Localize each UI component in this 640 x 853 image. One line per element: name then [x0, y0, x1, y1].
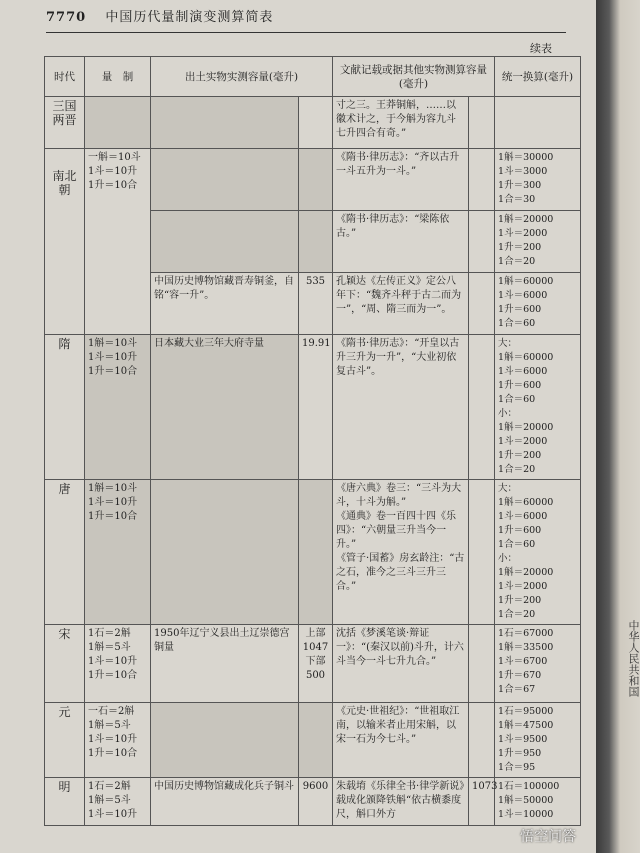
unified-cell: 1斛＝30000 1斗＝3000 1升＝300 1合＝30 — [495, 149, 581, 211]
measure-table — [44, 56, 581, 826]
doc-cell: 《隋书·律历志》：“开皇以古升三升为一升”，“大业初依复古斗”。 — [333, 335, 469, 480]
doc-cell: 《隋书·律历志》：“梁陈依古。” — [333, 211, 469, 273]
col-system: 量 制 — [85, 57, 151, 97]
doc-cell: 《隋书·律历志》：“齐以古升一斗五升为一斗。” — [333, 149, 469, 211]
doc-ml-cell — [469, 335, 495, 480]
doc-cell: 孔颖达《左传正义》定公八年下：“魏齐斗秤于古二而为一”，“周、隋三而为一”。 — [333, 273, 469, 335]
doc-cell: 《唐六典》卷三：“三斗为大斗，十斗为斛。” 《通典》卷一百四十四《乐四》：“六朝量三升当今一升。” 《管子·国蓄》房玄龄注：“古之石，准今之三斗三升三合。” — [333, 480, 469, 625]
artifact-cell — [151, 149, 299, 211]
header-row — [45, 57, 581, 97]
unified-cell: 1斛＝60000 1斗＝6000 1升＝600 1合＝60 — [495, 273, 581, 335]
artifact-ml-cell — [299, 149, 333, 211]
doc-cell: 朱载堉《乐律全书·律学新说》载成化颁降铁斛“依古横黍度尺，斛口外方 — [333, 778, 469, 826]
page-number: 7770 — [46, 10, 87, 25]
artifact-cell — [151, 703, 299, 778]
system-cell: 1斛＝10斗 1斗＝10升 1升＝10合 — [85, 480, 151, 625]
doc-ml-cell — [469, 480, 495, 625]
doc-ml-cell — [469, 149, 495, 211]
unified-cell: 1石＝95000 1斛＝47500 1斗＝9500 1升＝950 1合＝95 — [495, 703, 581, 778]
era-cell: 元 — [45, 703, 85, 778]
doc-ml-cell — [469, 625, 495, 703]
col-documents: 文献记载或据其他实物测算容量(毫升) — [333, 57, 495, 97]
unified-cell: 1石＝100000 1斛＝50000 1斗＝10000 — [495, 778, 581, 826]
table-row — [45, 97, 581, 149]
table-row — [45, 335, 581, 480]
artifact-ml-cell: 19.91 — [299, 335, 333, 480]
col-unified: 统一换算(毫升) — [495, 57, 581, 97]
artifact-cell: 1950年辽宁义县出土辽崇德宫铜量 — [151, 625, 299, 703]
doc-cell: 沈括《梦溪笔谈·辩证一》：“(秦汉以前)斗升，计六斗当今一斗七升九合。” — [333, 625, 469, 703]
book-gutter — [596, 0, 640, 853]
table-row — [45, 625, 581, 703]
artifact-cell — [151, 97, 299, 149]
continued-label: 续表 — [530, 42, 552, 55]
artifact-cell — [151, 211, 299, 273]
unified-cell: 1石＝67000 1斛＝33500 1斗＝6700 1升＝670 1合＝67 — [495, 625, 581, 703]
doc-ml-cell — [469, 97, 495, 149]
artifact-ml-cell — [299, 703, 333, 778]
artifact-cell — [151, 480, 299, 625]
artifact-cell: 日本藏大业三年大府寺量 — [151, 335, 299, 480]
table-row — [45, 703, 581, 778]
era-cell: 隋 — [45, 335, 85, 480]
table-row — [45, 149, 581, 211]
artifact-ml-cell — [299, 97, 333, 149]
col-artifact: 出土实物实测容量(毫升) — [151, 57, 333, 97]
artifact-ml-cell: 535 — [299, 273, 333, 335]
era-cell: 宋 — [45, 625, 85, 703]
doc-cell: 《元史·世祖纪》：“世祖取江南，以输米者止用宋斛，以宋一石为今七斗。” — [333, 703, 469, 778]
next-page-fragment: 中华人民共和国 — [627, 620, 640, 697]
unified-cell: 大： 1斛＝60000 1斗＝6000 1升＝600 1合＝60 小： 1斛＝20000 1斗＝2000 1升＝200 1合＝20 — [495, 480, 581, 625]
running-head — [46, 6, 566, 33]
table-row — [45, 480, 581, 625]
unified-cell: 大： 1斛＝60000 1斗＝6000 1升＝600 1合＝60 小： 1斛＝20000 1斗＝2000 1升＝200 1合＝20 — [495, 335, 581, 480]
watermark-logo: 悟空问答 — [520, 829, 576, 845]
artifact-ml-cell — [299, 480, 333, 625]
system-cell — [85, 97, 151, 149]
artifact-cell: 中国历史博物馆藏成化兵子铜斗 — [151, 778, 299, 826]
system-cell: 一斛＝10斗 1斗＝10升 1升＝10合 — [85, 149, 151, 335]
doc-ml-cell: 1073 — [469, 778, 495, 826]
table-row — [45, 778, 581, 826]
doc-ml-cell — [469, 273, 495, 335]
system-cell: 一石＝2斛 1斛＝5斗 1斗＝10升 1升＝10合 — [85, 703, 151, 778]
system-cell: 1斛＝10斗 1斗＝10升 1升＝10合 — [85, 335, 151, 480]
era-cell — [45, 149, 85, 335]
doc-cell: 寸之三。王莽铜斛，……以徽术计之，于今斛为容九斗七升四合有奇。” — [333, 97, 469, 149]
era-cell: 明 — [45, 778, 85, 826]
system-cell: 1石＝2斛 1斛＝5斗 1斗＝10升 — [85, 778, 151, 826]
artifact-cell: 中国历史博物馆藏晋寿铜釜，自铭“容一升”。 — [151, 273, 299, 335]
unified-cell — [495, 97, 581, 149]
page-title: 中国历代量制演变测算简表 — [105, 10, 274, 25]
col-era: 时代 — [45, 57, 85, 97]
era-label: 南北朝 — [52, 169, 77, 197]
artifact-ml-cell — [299, 211, 333, 273]
doc-ml-cell — [469, 211, 495, 273]
artifact-ml-cell: 上部1047 下部500 — [299, 625, 333, 703]
unified-cell: 1斛＝20000 1斗＝2000 1升＝200 1合＝20 — [495, 211, 581, 273]
artifact-ml-cell: 9600 — [299, 778, 333, 826]
doc-ml-cell — [469, 703, 495, 778]
era-cell: 三国两晋 — [45, 97, 85, 149]
era-cell: 唐 — [45, 480, 85, 625]
system-cell: 1石＝2斛 1斛＝5斗 1斗＝10升 1升＝10合 — [85, 625, 151, 703]
